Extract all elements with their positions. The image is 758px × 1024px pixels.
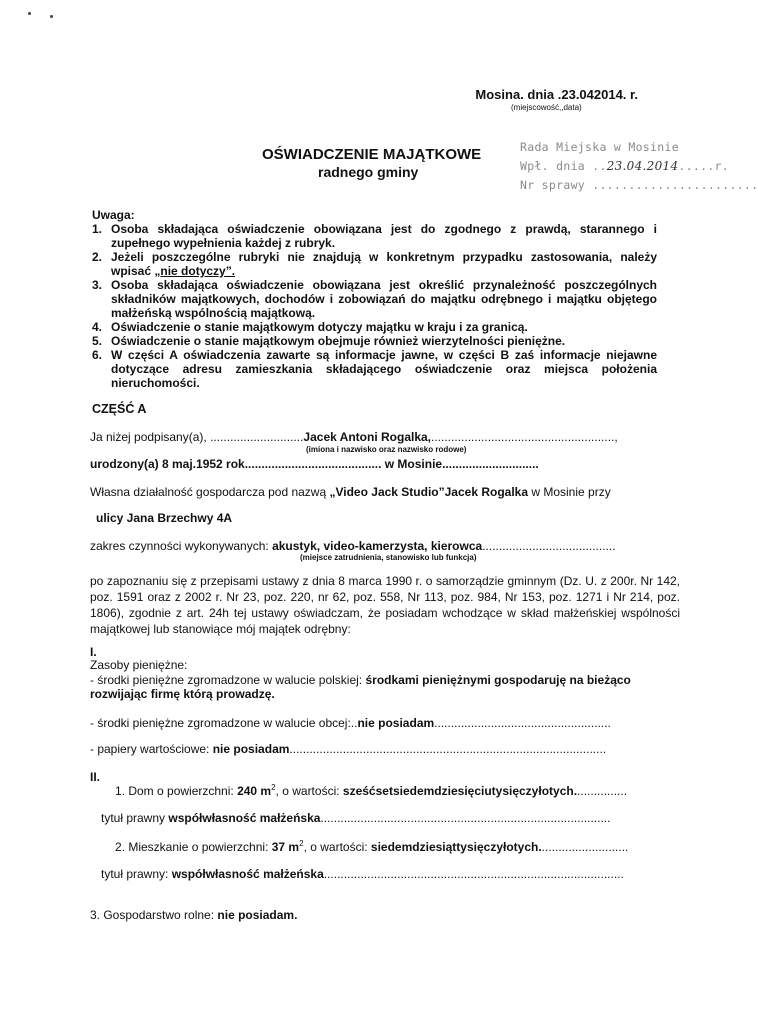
part-a-heading: CZĘŚĆ A (92, 402, 147, 416)
house-value: sześćsetsiedemdziesięciutysięczyłotych. (342, 784, 578, 798)
occupation-line: zakres czynności wykonywanych: akustyk, video-kamerzysta, kierowca........................................ (90, 539, 616, 553)
declarant-name: Jacek Antoni Rogalka, (303, 430, 432, 444)
flat-line: 2. Mieszkanie o powierzchni: 37 $m^2$, o wartości: siedemdziesiąttysięczyłotych........................... (115, 839, 629, 854)
declarant-name-line: Ja niżej podpisany(a), ............................Jacek Antoni Rogalka,......................................................., (90, 430, 618, 444)
house-title-line: tytuł prawny współwłasność małżeńska....................................................................................... (101, 811, 611, 825)
business-line: Własna działalność gospodarcza pod nazwą „Video Jack Studio”Jacek Rogalka w Mosinie przy (90, 485, 611, 499)
note-item: 5. Oświadczenie o stanie majątkowym obejmuje również wierzytelności pieniężne. (92, 334, 566, 348)
notes-heading: Uwaga: (92, 208, 135, 222)
house-line: 1. Dom o powierzchni: 240 $m^2$, o wartości: sześćsetsiedemdziesięciutysięczyłotych................ (115, 783, 628, 798)
pln-funds-value-cont: rozwijając firmę którą prowadzę. (90, 687, 275, 701)
foreign-funds-line: - środki pieniężne zgromadzone w walucie obcej:..nie posiadam..................................................... (90, 716, 611, 730)
note-item: 4. Oświadczenie o stanie majątkowym dotyczy majątku w kraju i za granicą. (92, 320, 528, 334)
note-item: 6. W części A oświadczenia zawarte są informacje jawne, w części B zaś informacje niejawne dotyczące adresu zamieszkania składającego oświadczenie oraz miejsca położenia nieruchomości. (92, 348, 657, 390)
pln-funds-line: - środki pieniężne zgromadzone w walucie polskiej: środkami pieniężnymi gospodaruję na bieżąco (90, 673, 631, 687)
house-area: 240 m (237, 784, 272, 798)
occupation-value: akustyk, video-kamerzysta, kierowca (272, 539, 483, 553)
place-date: Mosina. dnia .23.042014. r. (475, 87, 638, 102)
document-subtitle: radnego gminy (318, 164, 419, 180)
flat-title-value: współwłasność małżeńska (171, 867, 324, 881)
flat-value: siedemdziesiąttysięczyłotych. (370, 840, 542, 854)
securities-value: nie posiadam (212, 742, 290, 756)
declarant-name-caption: (imiona i nazwisko oraz nazwisko rodowe) (306, 445, 467, 454)
scan-speck (50, 15, 53, 18)
stamp-council-name: Rada Miejska w Mosinie (520, 140, 679, 154)
house-title-value: współwłasność małżeńska (168, 811, 321, 825)
section-1-heading: I. (90, 645, 97, 659)
note-item: 2. Jeżeli poszczególne rubryki nie znajdują w konkretnym przypadku zastosowania, należy wpisać „nie dotyczy”. (92, 250, 657, 278)
registry-stamp (520, 138, 758, 195)
securities-line: - papiery wartościowe: nie posiadam............................................................................................... (90, 742, 607, 756)
flat-title-line: tytuł prawny: współwłasność małżeńska.......................................................................................... (101, 867, 624, 881)
stamp-received-date: Wpł. dnia ..23.04.2014.....r. (520, 159, 729, 173)
foreign-funds-value: nie posiadam (357, 716, 435, 730)
birth-line: urodzony(a) 8 maj.1952 rok......................................... w Mosinie............................. (90, 457, 539, 471)
business-name: „Video Jack Studio”Jacek Rogalka (329, 485, 529, 499)
stamp-case-number: Nr sprawy ....................... (520, 178, 758, 192)
business-address: ulicy Jana Brzechwy 4A (96, 511, 233, 525)
note-item: 1. Osoba składająca oświadczenie obowiązana jest do zgodnego z prawdą, starannego i zupełnego wypełnienia każdej z rubryk. (92, 222, 657, 250)
scan-speck (28, 12, 31, 15)
statement-paragraph: po zapoznaniu się z przepisami ustawy z dnia 8 marca 1990 r. o samorządzie gminnym (Dz. U. z 200r. Nr 142, poz. 1591 oraz z 2002 r. Nr 23, poz. 220, nr 62, poz. 558, Nr 113, poz. 984, Nr 153, poz. 1271 i Nr 214, poz. 1806), zgodnie z art. 24h tej ustawy oświadczam, że posiadam wchodzące w skład małżeńskiej wspólności majątkowej lub stanowiące mój majątek odrębny: (90, 574, 680, 636)
pln-funds-value: środkami pieniężnymi gospodaruję na bieżąco (365, 673, 631, 687)
note-item: 3. Osoba składająca oświadczenie obowiązana jest określić przynależność poszczególnych składników majątkowych, dochodów i zobowiązań do majątku odrębnego i majątku objętego małżeńską wspólnością majątkową. (92, 278, 657, 320)
occupation-caption: (miejsce zatrudnienia, stanowisko lub funkcja) (300, 553, 477, 562)
notes-list (92, 222, 657, 390)
section-2-heading: II. (90, 770, 101, 784)
not-applicable-phrase: „nie dotyczy”. (154, 264, 236, 278)
document-title: OŚWIADCZENIE MAJĄTKOWE (262, 146, 482, 163)
flat-area: 37 m (271, 840, 300, 854)
place-date-caption: (miejscowość,,data) (511, 103, 582, 112)
farm-line: 3. Gospodarstwo rolne: nie posiadam. (90, 908, 298, 922)
farm-value: nie posiadam. (217, 908, 298, 922)
handwritten-date: 23.04.2014 (606, 159, 679, 173)
cash-resources-label: Zasoby pieniężne: (90, 658, 188, 672)
